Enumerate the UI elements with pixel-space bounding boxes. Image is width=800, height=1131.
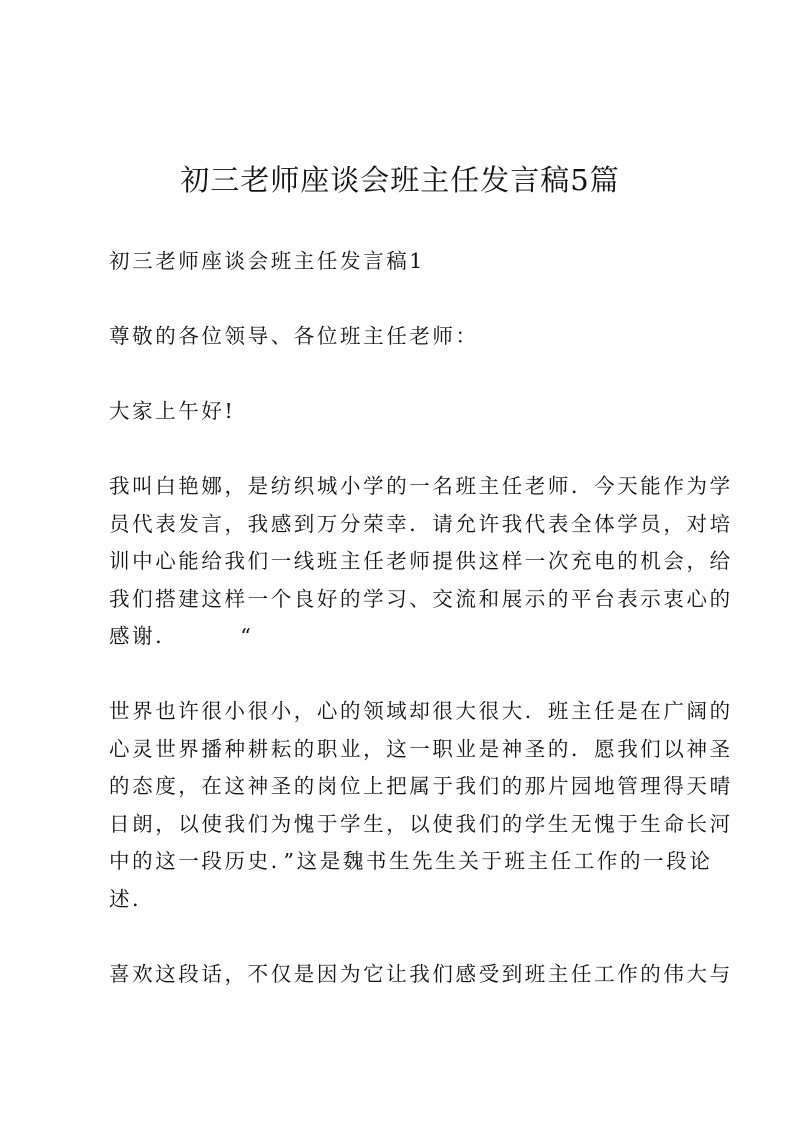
paragraph-line: 世界也许很小很小，心的领域却很大很大．班主任是在广阔的 [109, 699, 733, 723]
paragraph-line: 员代表发言，我感到万分荣幸．请允许我代表全体学员，对培 [109, 511, 733, 536]
paragraph-line: 训中心能给我们一线班主任老师提供这样一次充电的机会，给 [109, 549, 733, 574]
paragraph-line: 的态度，在这神圣的岗位上把属于我们的那片园地管理得天晴 [109, 774, 733, 799]
paragraph-line: 心灵世界播种耕耘的职业，这一职业是神圣的．愿我们以神圣 [109, 736, 733, 761]
greeting [109, 393, 694, 431]
paragraph-line: 述． [109, 886, 156, 911]
paragraph-line: 中的这一段历史．”这是魏书生先生关于班主任工作的一段论 [109, 849, 713, 874]
paragraph-last-line [109, 618, 694, 656]
paragraph-line: 我叫白艳娜，是纺织城小学的一名班主任老师．今天能作为学 [109, 474, 733, 498]
paragraph-2 [109, 693, 733, 919]
paragraph-line: 喜欢这段话，不仅是因为它让我们感受到班主任工作的伟大与 [109, 962, 733, 986]
opening-quote-mark: “ [240, 624, 254, 649]
document-title: 初三老师座谈会班主任发言稿5篇 [180, 163, 620, 197]
salutation [109, 318, 694, 356]
paragraph-line-text: 感谢． [109, 624, 179, 649]
paragraph-1 [109, 468, 733, 656]
salutation-text: 尊敬的各位领导、各位班主任老师： [109, 324, 479, 348]
paragraph-line: 我们搭建这样一个良好的学习、交流和展示的平台表示衷心的 [109, 586, 733, 611]
greeting-text: 大家上午好! [109, 399, 236, 423]
section-heading-text: 初三老师座谈会班主任发言稿1 [109, 249, 425, 273]
paragraph-line: 日朗，以使我们为愧于学生，以使我们的学生无愧于生命长河 [109, 811, 733, 836]
section-heading [109, 243, 694, 281]
paragraph-3 [109, 956, 733, 994]
